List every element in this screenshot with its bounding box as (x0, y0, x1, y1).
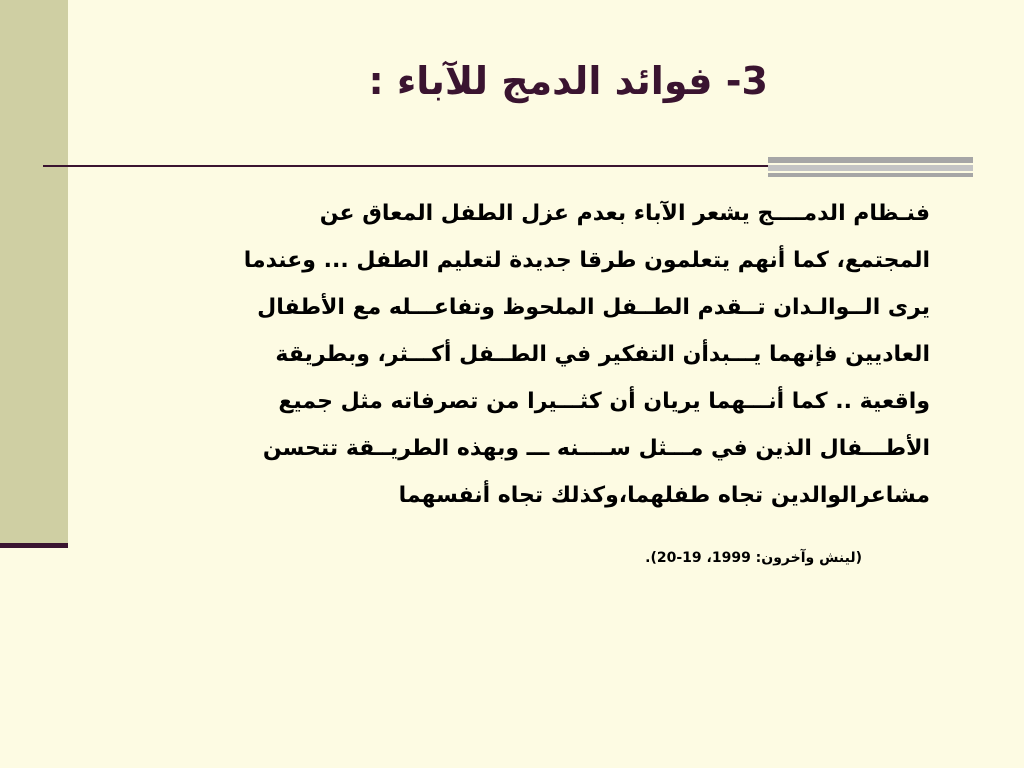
body-line: العاديين فإنهما يـــبدأن التفكير في الطــفل أكـــثر، وبطريقة (275, 342, 930, 367)
left-band-underline (0, 543, 68, 548)
body-line: فنـظام الدمــــج يشعر الآباء بعدم عزل الطفل المعاق عن (319, 201, 930, 226)
body-line: مشاعرالوالدين تجاه طفلهما،وكذلك تجاه أنفسهما (398, 483, 930, 508)
body-line: واقعية .. كما أنـــهما يريان أن كثـــيرا من تصرفاته مثل جميع (278, 389, 930, 414)
body-line: الأطـــفال الذين في مـــثل ســــنه ـــ وبهذه الطريــقة تتحسن (262, 436, 930, 461)
title-accent-bar (768, 157, 973, 177)
body-line: يرى الــوالـدان تــقدم الطــفل الملحوظ وتفاعـــله مع الأطفال (257, 295, 930, 320)
body-line: المجتمع، كما أنهم يتعلمون طرقا جديدة لتعليم الطفل ... وعندما (243, 248, 930, 273)
citation: (لينش وآخرون: 1999، 19-20). (645, 550, 862, 566)
left-decorative-band (0, 0, 68, 545)
slide-body (118, 190, 930, 519)
slide-title: 3- فوائد الدمج للآباء : (368, 59, 768, 103)
